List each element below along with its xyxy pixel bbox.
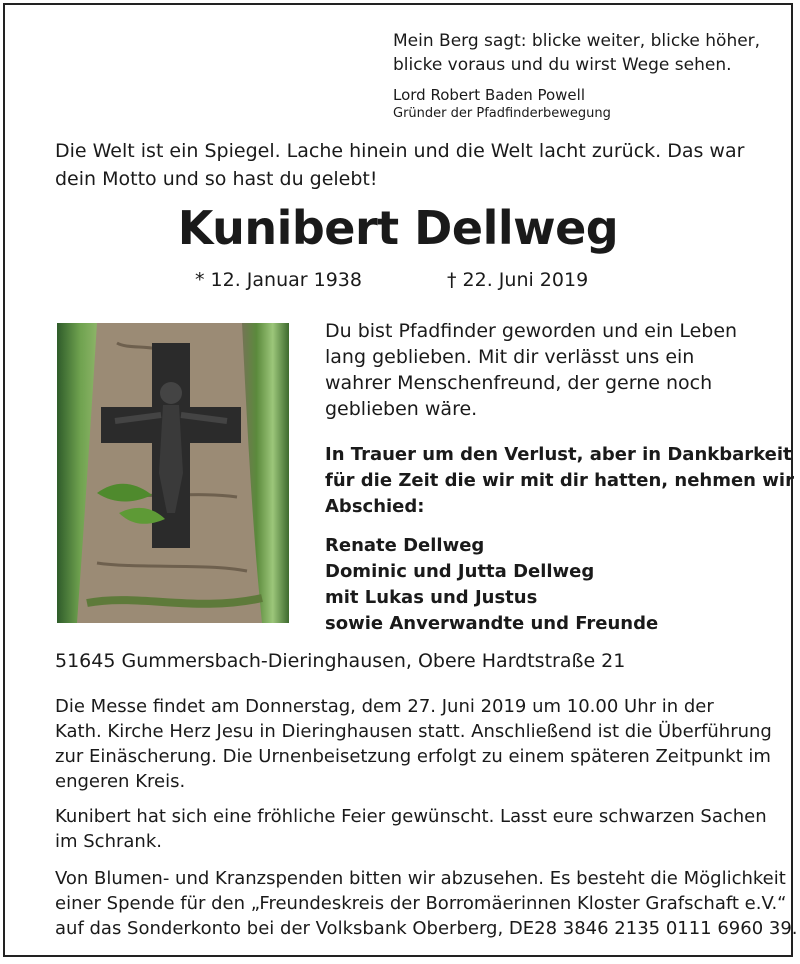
quote-line: Mein Berg sagt: blicke weiter, blicke höher, xyxy=(393,31,761,51)
service-info xyxy=(55,694,770,794)
quote-author-role: Gründer der Pfadfinderbewegung xyxy=(393,106,611,121)
donation-info xyxy=(55,866,798,941)
wish-line: Kunibert hat sich eine fröhliche Feier gewünscht. Lasst eure schwarzen Sachen xyxy=(55,806,767,827)
service-line: Die Messe findet am Donnerstag, dem 27. Juni 2019 um 10.00 Uhr in der xyxy=(55,696,714,717)
service-line: Kath. Kirche Herz Jesu in Dieringhausen statt. Anschließend ist die Überführung xyxy=(55,721,772,742)
donation-line: einer Spende für den „Freundeskreis der Borromäerinnen Kloster Grafschaft e.V.“ xyxy=(55,893,787,914)
death-date: † 22. Juni 2019 xyxy=(447,269,589,291)
donation-line: Von Blumen- und Kranzspenden bitten wir abzusehen. Es besteht die Möglichkeit xyxy=(55,868,786,889)
tribute-line: geblieben wäre. xyxy=(325,398,478,420)
mourner-name: Dominic und Jutta Dellweg xyxy=(325,561,595,582)
deceased-name: Kunibert Dellweg xyxy=(177,201,619,255)
mourner-name: Renate Dellweg xyxy=(325,535,485,556)
tribute-line: lang geblieben. Mit dir verlässt uns ein xyxy=(325,346,695,368)
mourner-name: mit Lukas und Justus xyxy=(325,587,538,608)
mourner-name: sowie Anverwandte und Freunde xyxy=(325,613,659,634)
birth-date: * 12. Januar 1938 xyxy=(195,269,362,291)
family-address: 51645 Gummersbach-Dieringhausen, Obere Hardtstraße 21 xyxy=(55,650,626,672)
motto-quote xyxy=(393,29,783,123)
tribute-text xyxy=(325,318,765,422)
crucifix-photo xyxy=(57,323,289,623)
intro-text xyxy=(55,137,775,193)
celebration-wish xyxy=(55,804,770,854)
intro-line: Die Welt ist ein Spiegel. Lache hinein und die Welt lacht zurück. Das war xyxy=(55,140,745,162)
quote-line: blicke voraus und du wirst Wege sehen. xyxy=(393,55,732,75)
intro-line: dein Motto und so hast du gelebt! xyxy=(55,168,378,190)
mourning-line: In Trauer um den Verlust, aber in Dankbarkeit xyxy=(325,444,792,465)
right-column xyxy=(325,318,794,637)
obituary-card xyxy=(3,3,798,957)
tribute-line: wahrer Menschenfreund, der gerne noch xyxy=(325,372,713,394)
wish-line: im Schrank. xyxy=(55,831,162,852)
quote-author: Lord Robert Baden Powell xyxy=(393,86,585,104)
mourning-line: für die Zeit die wir mit dir hatten, nehmen wir xyxy=(325,470,794,491)
crucifix-on-tree-image xyxy=(57,323,289,623)
mourning-statement xyxy=(325,442,794,520)
tribute-line: Du bist Pfadfinder geworden und ein Leben xyxy=(325,320,738,342)
mourners-list xyxy=(325,533,765,637)
service-line: engeren Kreis. xyxy=(55,771,186,792)
service-line: zur Einäscherung. Die Urnenbeisetzung erfolgt zu einem späteren Zeitpunkt im xyxy=(55,746,771,767)
mourning-line: Abschied: xyxy=(325,496,425,517)
donation-line: auf das Sonderkonto bei der Volksbank Oberberg, DE28 3846 2135 0111 6960 39. xyxy=(55,918,798,939)
